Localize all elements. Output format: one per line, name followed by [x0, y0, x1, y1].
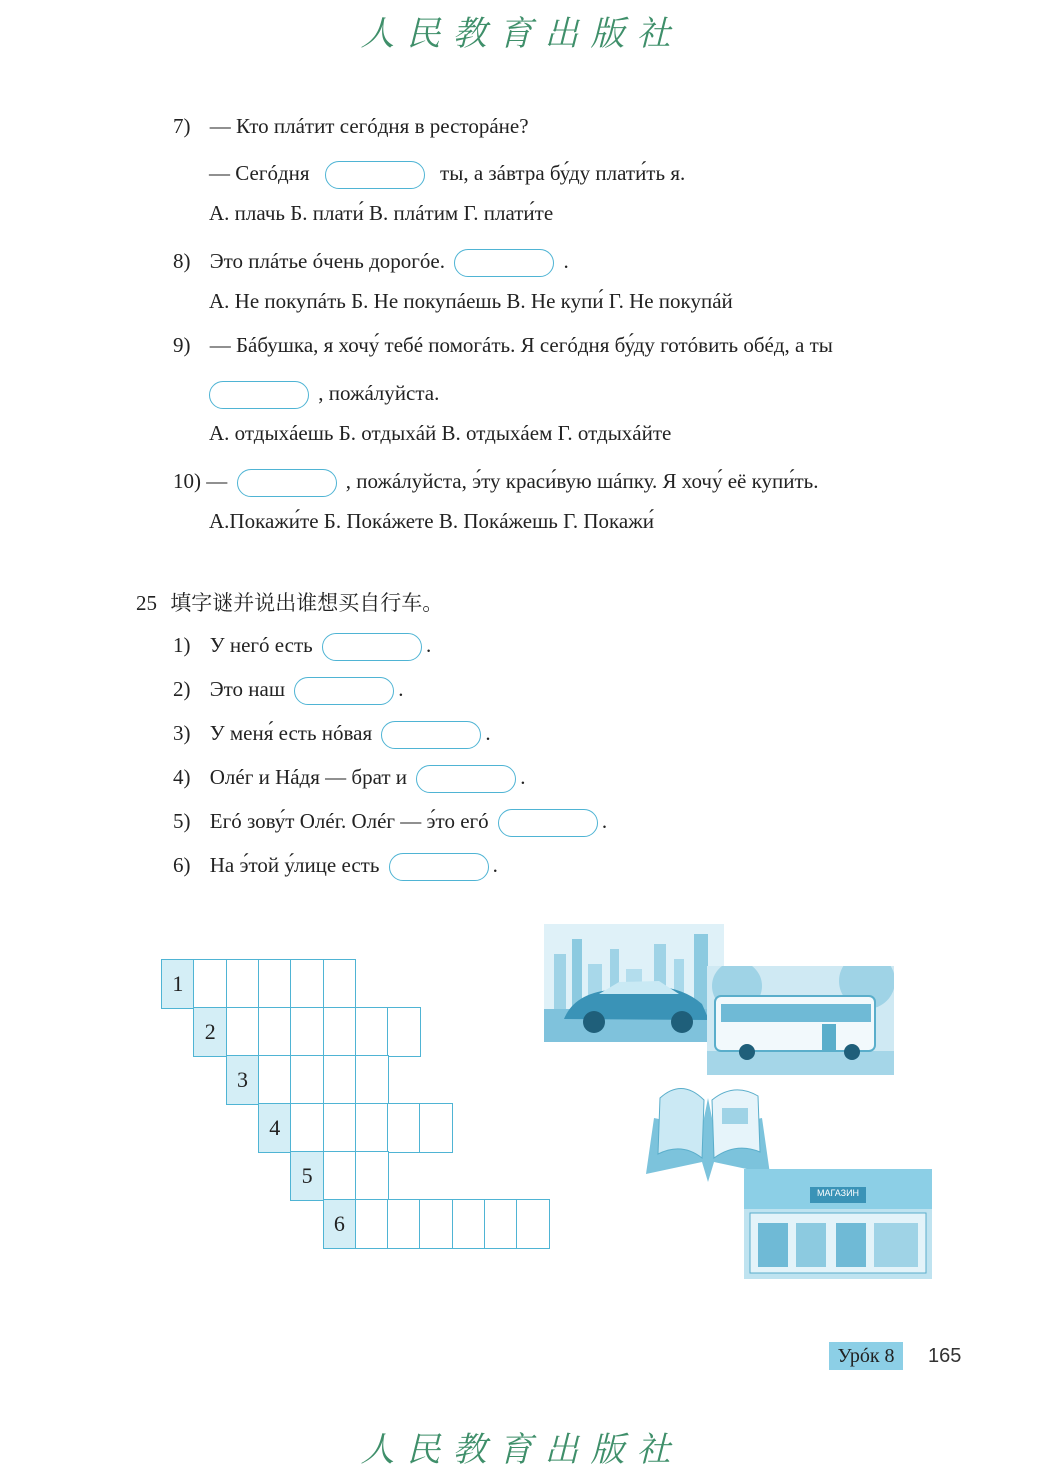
crossword-row-number: 6 [333, 1211, 345, 1236]
question-text: , пожáлуйста, э́ту краси́вую шáпку. Я хочу́ её купи́ть. [345, 469, 819, 493]
crossword-clue-4 [173, 763, 526, 793]
crossword-clue-1 [173, 631, 431, 661]
crossword-cell[interactable] [258, 1007, 292, 1057]
crossword-cell[interactable] [323, 1055, 357, 1105]
answer-blank-10[interactable] [237, 469, 337, 497]
crossword-row-number: 3 [236, 1067, 248, 1092]
clue-text: Это наш [209, 677, 285, 701]
bus-photo [707, 966, 894, 1075]
crossword-row-number: 1 [172, 971, 184, 996]
crossword-cell[interactable] [290, 1055, 324, 1105]
crossword-cell[interactable] [226, 1007, 260, 1057]
crossword-start-cell[interactable] [161, 959, 195, 1009]
clue-text: . [492, 853, 498, 877]
crossword-cell[interactable] [323, 1007, 357, 1057]
exercise-number: 25 [136, 591, 157, 615]
question-text: — Кто плáтит сегóдня в ресторáне? [209, 114, 529, 138]
crossword-clue-3 [173, 719, 491, 749]
shop-illustration [744, 1169, 932, 1279]
clue-number: 5) [173, 809, 191, 833]
clue-text: Егó зову́т Олéг. Олéг — э́то егó [209, 809, 489, 833]
question-number: 7) [173, 114, 191, 138]
crossword-cell[interactable] [419, 1103, 453, 1153]
clue-number: 3) [173, 721, 191, 745]
crossword-start-cell[interactable] [226, 1055, 260, 1105]
clue-text: . [485, 721, 491, 745]
shop-sign-text: МАГАЗИН [816, 1188, 860, 1198]
crossword-cell[interactable] [323, 959, 357, 1009]
clue-text: . [601, 809, 608, 833]
crossword-cell[interactable] [258, 1055, 292, 1105]
question-number: 8) [173, 249, 191, 273]
crossword-start-cell[interactable] [258, 1103, 292, 1153]
publisher-logo-header: 人民教育出版社 [360, 14, 683, 54]
crossword-row-number: 5 [301, 1163, 313, 1188]
answer-blank-8[interactable] [454, 249, 554, 277]
question-8-options: А. Не покупáть Б. Не покупáешь В. Не купи́ Г. Не покупáй [209, 289, 733, 313]
question-text: , пожáлуйста. [318, 381, 440, 405]
crossword-start-cell[interactable] [193, 1007, 227, 1057]
page-number: 165 [928, 1345, 962, 1367]
crossword-cell[interactable] [355, 1199, 389, 1249]
question-9-line-2 [205, 379, 439, 409]
clue-text: Олéг и Нáдя — брат и [209, 765, 408, 789]
clue-number: 2) [173, 677, 191, 701]
question-9-line-1 [173, 331, 833, 359]
clue-number: 6) [173, 853, 191, 877]
crossword-cell[interactable] [258, 959, 292, 1009]
crossword-cell[interactable] [193, 959, 227, 1009]
clue-number: 1) [173, 633, 191, 657]
lesson-badge: Урóк 8 [829, 1342, 903, 1370]
crossword-clue-6 [173, 851, 498, 881]
answer-blank-7[interactable] [325, 161, 425, 189]
clue-text: У негó есть [209, 633, 313, 657]
question-text: ты, а зáвтра бу́ду плати́ть я. [440, 161, 686, 185]
clue-blank-4[interactable] [416, 765, 516, 793]
crossword-start-cell[interactable] [323, 1199, 357, 1249]
publisher-logo-footer: 人民教育出版社 [360, 1430, 683, 1470]
crossword-cell[interactable] [226, 959, 260, 1009]
question-10-options: А.Покажи́те Б. Покáжете В. Покáжешь Г. Покажи́ [209, 509, 654, 533]
crossword-row-number: 2 [204, 1019, 216, 1044]
exercise-title: 填字谜并说出谁想买自行车。 [170, 591, 444, 615]
question-text: . [563, 249, 569, 273]
question-number: 9) [173, 333, 191, 357]
crossword-cell[interactable] [484, 1199, 518, 1249]
clue-text: . [425, 633, 432, 657]
crossword-cell[interactable] [323, 1151, 357, 1201]
crossword-row-number: 4 [269, 1115, 281, 1140]
question-8-line-1 [173, 247, 569, 277]
question-text: — Сегóдня [209, 161, 310, 185]
question-text: — Бáбушка, я хочу́ тебé помогáть. Я сегóдня бу́ду готóвить обéд, а ты [209, 333, 833, 357]
crossword-cell[interactable] [387, 1103, 421, 1153]
question-7-line-1 [173, 112, 529, 140]
crossword-clue-2 [173, 675, 404, 705]
crossword-cell[interactable] [516, 1199, 550, 1249]
clue-text: . [520, 765, 526, 789]
question-7-line-2 [209, 159, 685, 189]
crossword-start-cell[interactable] [290, 1151, 324, 1201]
question-number: 10) — [173, 469, 228, 493]
shop-photo [744, 1169, 932, 1279]
crossword-cell[interactable] [323, 1103, 357, 1153]
answer-blank-9[interactable] [209, 381, 309, 409]
crossword-cell[interactable] [290, 959, 324, 1009]
crossword-clue-5 [173, 807, 607, 837]
crossword-cell[interactable] [355, 1151, 389, 1201]
question-9-options: А. отдыхáешь Б. отдыхáй В. отдыхáем Г. отдыхáйте [209, 421, 672, 445]
clue-blank-1[interactable] [322, 633, 422, 661]
clue-blank-3[interactable] [381, 721, 481, 749]
exercise-25-heading [136, 589, 443, 617]
crossword-cell[interactable] [387, 1199, 421, 1249]
crossword-cell[interactable] [355, 1103, 389, 1153]
car-illustration [544, 924, 724, 1042]
crossword-cell[interactable] [290, 1103, 324, 1153]
bus-illustration [707, 966, 894, 1075]
crossword-cell[interactable] [355, 1007, 389, 1057]
crossword-cell[interactable] [290, 1007, 324, 1057]
clue-text: . [398, 677, 404, 701]
clue-text: У меня́ есть нóвая [209, 721, 373, 745]
question-7-options: А. плачь Б. плати́ В. плáтим Г. плати́те [209, 201, 554, 225]
crossword-cell[interactable] [355, 1055, 389, 1105]
car-photo [544, 924, 724, 1042]
clue-text: На э́той у́лице есть [209, 853, 380, 877]
clue-number: 4) [173, 765, 191, 789]
crossword-cell[interactable] [387, 1007, 421, 1057]
question-10-line-1 [173, 467, 819, 497]
crossword-cell[interactable] [452, 1199, 486, 1249]
clue-blank-2[interactable] [294, 677, 394, 705]
clue-blank-5[interactable] [498, 809, 598, 837]
crossword-cell[interactable] [419, 1199, 453, 1249]
clue-blank-6[interactable] [389, 853, 489, 881]
question-text: Это плáтье óчень дорогóе. [209, 249, 445, 273]
